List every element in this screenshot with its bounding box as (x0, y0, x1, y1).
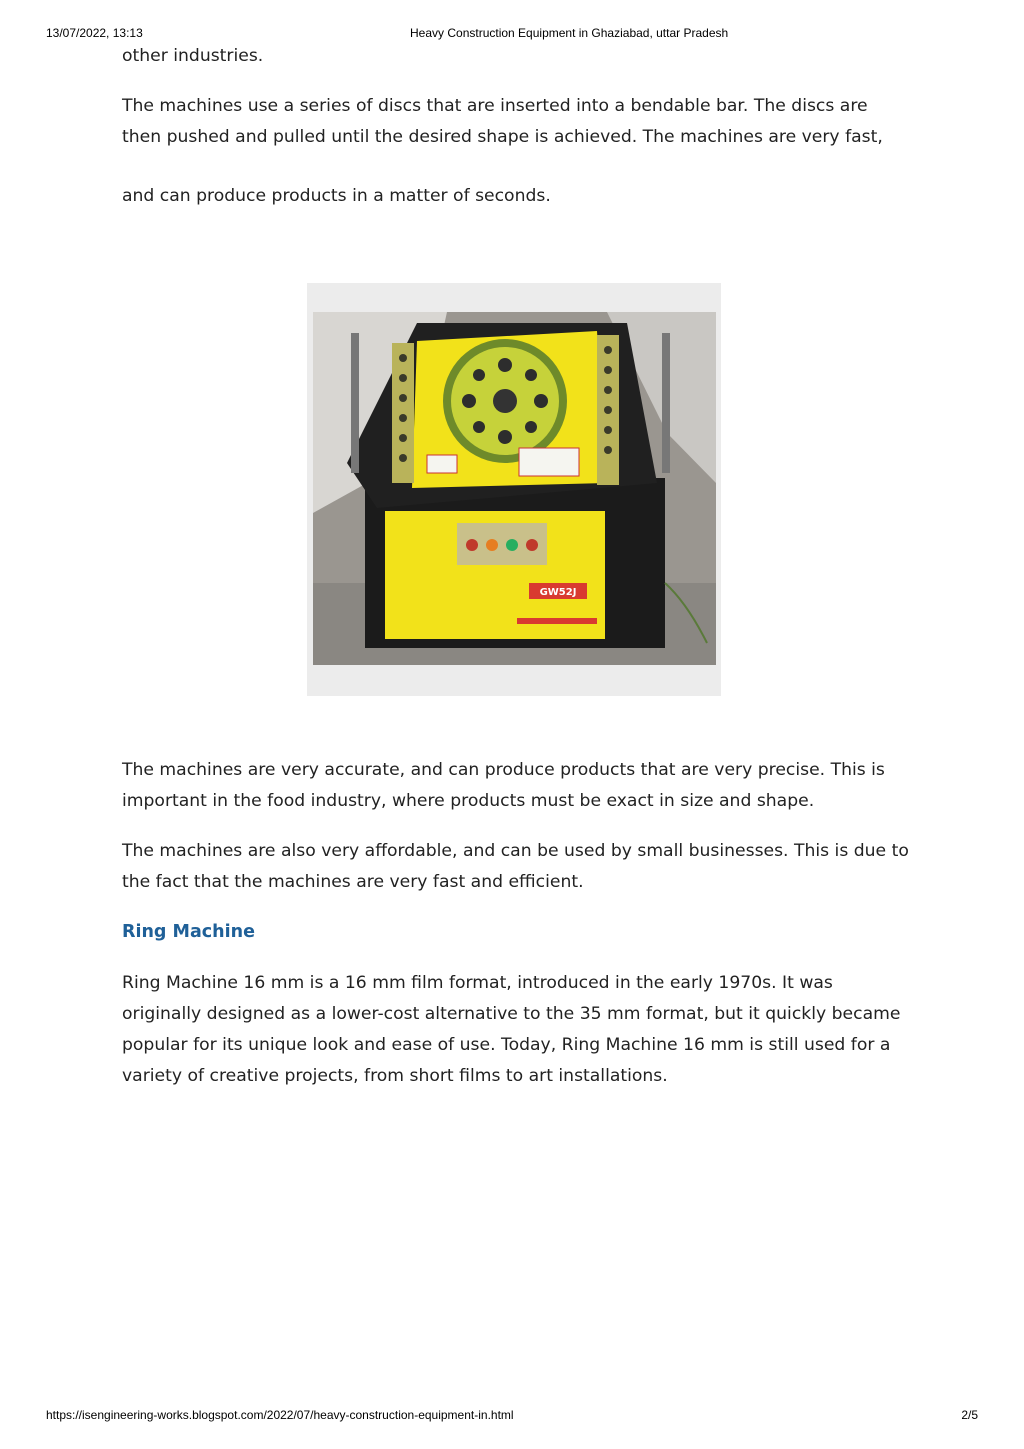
ring-machine-heading[interactable]: Ring Machine (122, 922, 255, 942)
fragment-paragraph: other industries. (122, 46, 264, 66)
paragraph-accuracy: The machines are very accurate, and can produce products that are very precise. This is important in the food industry, where products must be exact in size and shape. (122, 760, 885, 811)
print-footer (0, 1408, 1024, 1424)
paragraph-discs: The machines use a series of discs that are inserted into a bendable bar. The discs are then pushed and pulled until the desired shape is achieved. The machines are very fast, (122, 96, 883, 147)
paragraph-ring-machine: Ring Machine 16 mm is a 16 mm film format, introduced in the early 1970s. It was originally designed as a lower-cost alternative to the 35 mm format, but it quickly became popular for its unique look and ease of use. Today, Ring Machine 16 mm is still used for a variety of creative projects, from short films to art installations. (122, 973, 901, 1086)
bar-bending-machine-illustration (307, 283, 721, 696)
model-label: GW52J (539, 587, 577, 598)
paragraph-speed: and can produce products in a matter of seconds. (122, 186, 551, 206)
print-page-title: Heavy Construction Equipment in Ghaziabad, uttar Pradesh (410, 26, 729, 40)
print-datetime: 13/07/2022, 13:13 (46, 26, 143, 40)
print-url[interactable]: https://isengineering-works.blogspot.com/2022/07/heavy-construction-equipment-in.html (46, 1408, 514, 1422)
paragraph-affordable: The machines are also very affordable, and can be used by small businesses. This is due to the fact that the machines are very fast and efficient. (122, 841, 909, 892)
print-header (0, 26, 1024, 42)
page-number: 2/5 (961, 1408, 978, 1422)
machine-photo (307, 283, 721, 696)
